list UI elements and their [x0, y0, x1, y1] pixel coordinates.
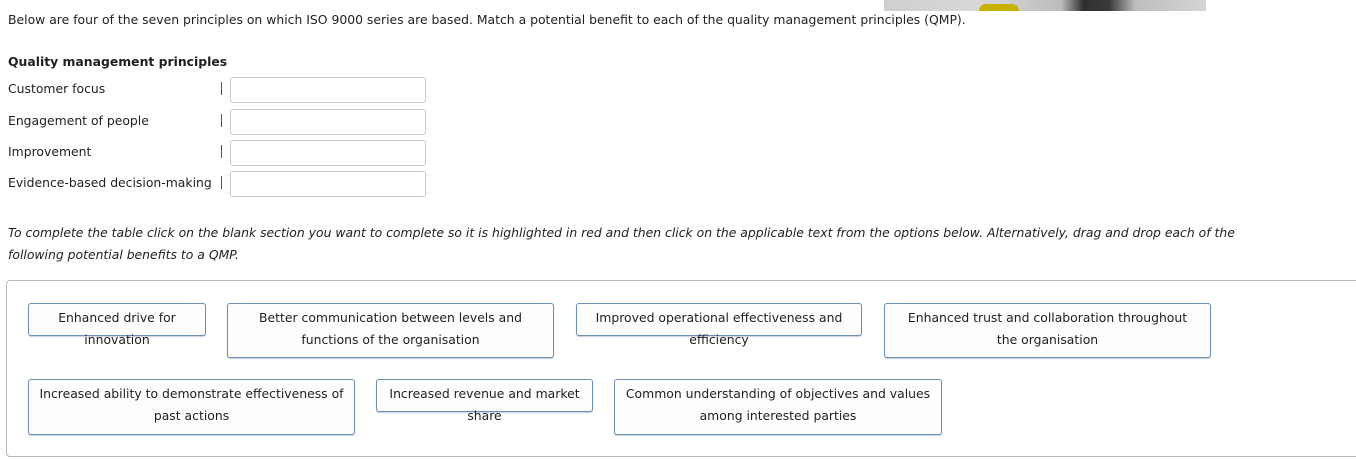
option-chip[interactable]: Increased revenue and market share — [376, 379, 593, 412]
principle-row — [8, 109, 438, 137]
row-separator — [221, 145, 222, 158]
principle-label: Customer focus — [8, 81, 106, 96]
principle-label: Engagement of people — [8, 113, 149, 128]
instructions-text: To complete the table click on the blank section you want to complete so it is highlighted in red and then click on the applicable text from the options below. Alternatively, drag and drop each of the following potential benefits to a QMP. — [8, 225, 1235, 262]
row-separator — [221, 176, 222, 189]
option-chip[interactable]: Enhanced drive for innovation — [28, 303, 206, 336]
option-chip[interactable]: Improved operational effectiveness and efficiency — [576, 303, 862, 336]
row-separator — [221, 114, 222, 127]
options-bank — [6, 280, 1356, 457]
option-chip[interactable]: Enhanced trust and collaboration throughout the organisation — [884, 303, 1211, 358]
option-chip[interactable]: Better communication between levels and functions of the organisation — [227, 303, 554, 358]
option-chip[interactable]: Common understanding of objectives and values among interested parties — [614, 379, 942, 435]
header-photo — [884, 0, 1206, 11]
table-heading: Quality management principles — [8, 54, 228, 69]
answer-slot-improvement[interactable] — [230, 140, 426, 166]
photo-detail — [979, 4, 1019, 11]
principle-row — [8, 140, 438, 168]
principle-label: Improvement — [8, 144, 92, 159]
answer-slot-evidence-based-decision-making[interactable] — [230, 171, 426, 197]
intro-text: Below are four of the seven principles on which ISO 9000 series are based. Match a potential benefit to each of the quality management principles (QMP). — [8, 12, 966, 27]
row-separator — [221, 82, 222, 95]
principle-label: Evidence-based decision-making — [8, 175, 212, 190]
principle-row — [8, 77, 438, 105]
principle-row — [8, 171, 438, 199]
answer-slot-engagement-of-people[interactable] — [230, 109, 426, 135]
answer-slot-customer-focus[interactable] — [230, 77, 426, 103]
option-chip[interactable]: Increased ability to demonstrate effectiveness of past actions — [28, 379, 355, 435]
